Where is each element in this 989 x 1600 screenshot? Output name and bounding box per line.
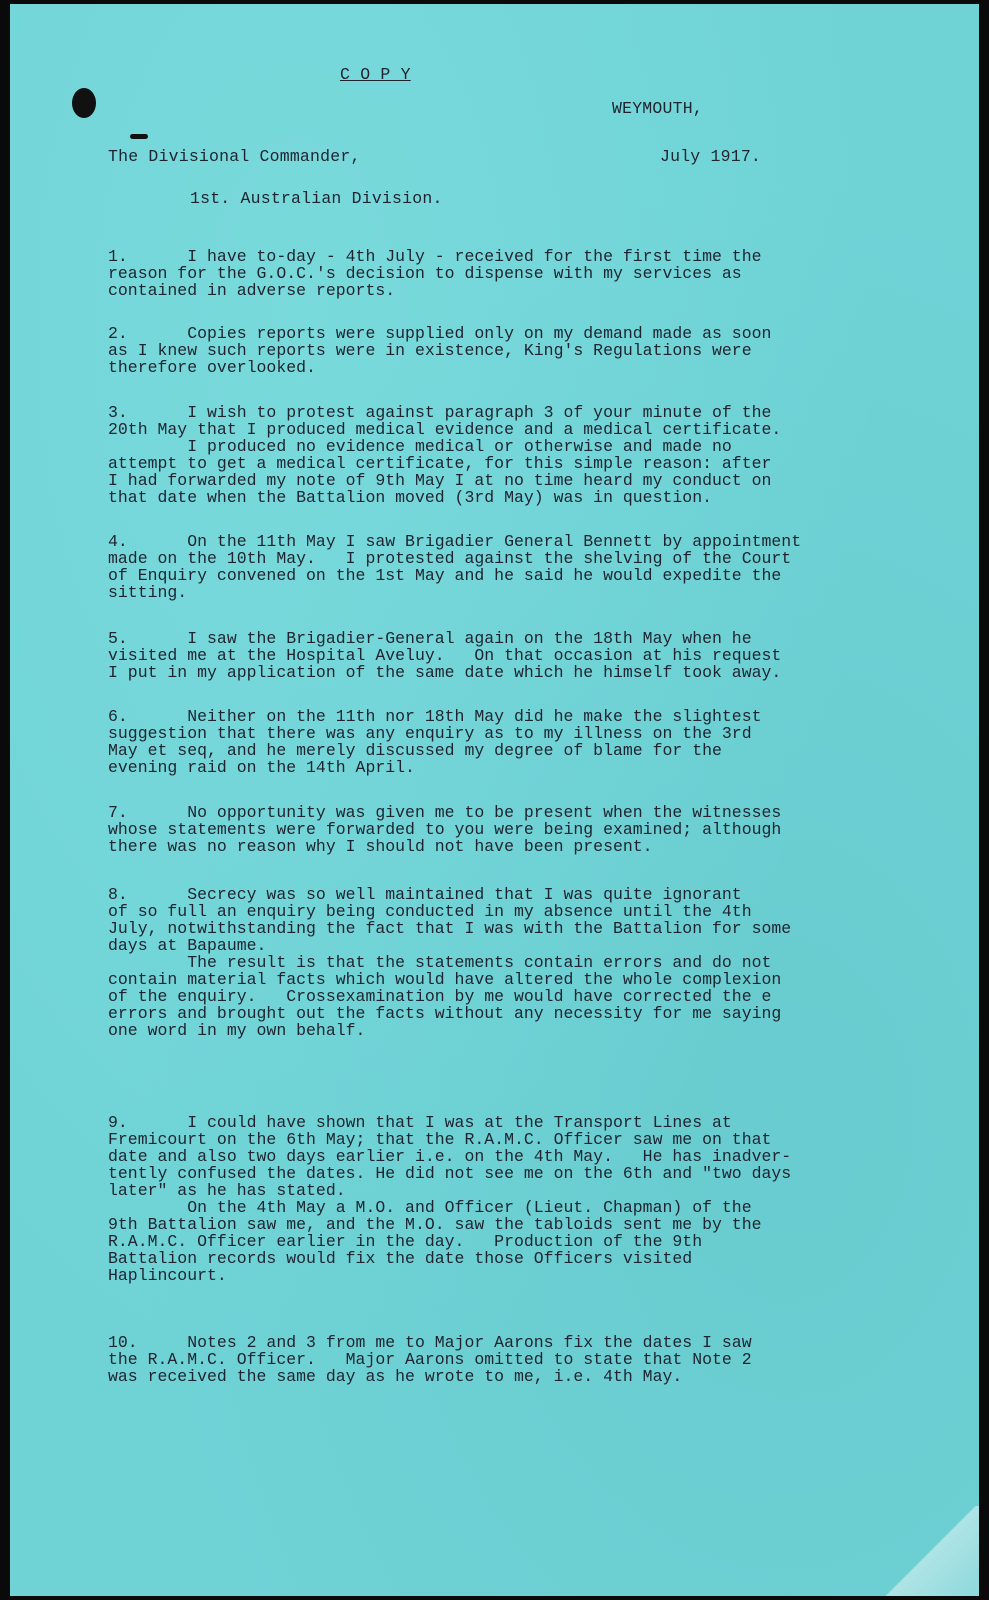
text-line: made on the 10th May. I protested against the shelving of the Court <box>108 549 792 568</box>
text-line: 3. I wish to protest against paragraph 3 of your minute of the <box>108 403 772 422</box>
paragraph-8 <box>108 886 791 1039</box>
text-line: Haplincourt. <box>108 1266 227 1285</box>
text-line: one word in my own behalf. <box>108 1021 366 1040</box>
text-line: The result is that the statements contain errors and do not <box>108 953 772 972</box>
page-corner-fold <box>859 1506 979 1596</box>
text-line: 4. On the 11th May I saw Brigadier General Bennett by appointment <box>108 532 802 551</box>
paragraph-2 <box>108 325 771 376</box>
text-line: there was no reason why I should not have been present. <box>108 837 653 856</box>
text-line: 1. I have to-day - 4th July - received for the first time the <box>108 247 762 266</box>
text-line: contain material facts which would have altered the whole complexion <box>108 970 782 989</box>
address-line-1: The Divisional Commander, <box>108 147 361 166</box>
text-line: suggestion that there was any enquiry as to my illness on the 3rd <box>108 724 752 743</box>
text-line: 2. Copies reports were supplied only on my demand made as soon <box>108 324 772 343</box>
text-line: of so full an enquiry being conducted in my absence until the 4th <box>108 902 752 921</box>
text-line: sitting. <box>108 583 188 602</box>
paragraph-4 <box>108 533 801 601</box>
text-line: 10. Notes 2 and 3 from me to Major Aarons fix the dates I saw <box>108 1333 752 1352</box>
paragraph-9 <box>108 1114 791 1284</box>
text-line: 9. I could have shown that I was at the Transport Lines at <box>108 1113 732 1132</box>
text-line: date and also two days earlier i.e. on the 4th May. He has inadver- <box>108 1147 792 1166</box>
document-page <box>10 4 979 1596</box>
text-line: of the enquiry. Crossexamination by me would have corrected the e <box>108 987 772 1006</box>
date-line: July 1917. <box>660 147 762 166</box>
text-line: days at Bapaume. <box>108 936 267 955</box>
text-line: I had forwarded my note of 9th May I at no time heard my conduct on <box>108 471 772 490</box>
text-line: 7. No opportunity was given me to be present when the witnesses <box>108 803 782 822</box>
text-line: that date when the Battalion moved (3rd May) was in question. <box>108 488 712 507</box>
text-line: visited me at the Hospital Aveluy. On that occasion at his request <box>108 646 782 665</box>
text-line: the R.A.M.C. Officer. Major Aarons omitted to state that Note 2 <box>108 1350 752 1369</box>
text-line: tently confused the dates. He did not see me on the 6th and "two days <box>108 1164 792 1183</box>
text-line: therefore overlooked. <box>108 358 316 377</box>
address-line-2: 1st. Australian Division. <box>190 189 443 208</box>
text-line: 8. Secrecy was so well maintained that I was quite ignorant <box>108 885 742 904</box>
copy-mark: C O P Y <box>340 65 411 84</box>
place-line: WEYMOUTH, <box>612 99 703 118</box>
paragraph-1 <box>108 248 762 299</box>
text-line: was received the same day as he wrote to me, i.e. 4th May. <box>108 1367 683 1386</box>
ink-speck <box>130 134 148 139</box>
text-line: evening raid on the 14th April. <box>108 758 415 777</box>
text-line: I produced no evidence medical or otherwise and made no <box>108 437 732 456</box>
text-line: reason for the G.O.C.'s decision to dispense with my services as <box>108 264 742 283</box>
text-line: whose statements were forwarded to you were being examined; although <box>108 820 782 839</box>
text-line: contained in adverse reports. <box>108 281 396 300</box>
text-line: R.A.M.C. Officer earlier in the day. Production of the 9th <box>108 1232 703 1251</box>
text-line: 20th May that I produced medical evidence and a medical certificate. <box>108 420 782 439</box>
text-line: of Enquiry convened on the 1st May and he said he would expedite the <box>108 566 782 585</box>
text-line: errors and brought out the facts without any necessity for me saying <box>108 1004 782 1023</box>
text-line: July, notwithstanding the fact that I was with the Battalion for some <box>108 919 792 938</box>
paragraph-10 <box>108 1334 752 1385</box>
text-line: On the 4th May a M.O. and Officer (Lieut. Chapman) of the <box>108 1198 752 1217</box>
paragraph-5 <box>108 630 781 681</box>
text-line: later" as he has stated. <box>108 1181 346 1200</box>
text-line: I put in my application of the same date which he himself took away. <box>108 663 782 682</box>
text-line: as I knew such reports were in existence, King's Regulations were <box>108 341 752 360</box>
text-line: 6. Neither on the 11th nor 18th May did he make the slightest <box>108 707 762 726</box>
paragraph-7 <box>108 804 781 855</box>
paragraph-3 <box>108 404 781 506</box>
ink-blot <box>72 88 96 118</box>
text-line: May et seq, and he merely discussed my degree of blame for the <box>108 741 722 760</box>
text-line: attempt to get a medical certificate, for this simple reason: after <box>108 454 772 473</box>
text-line: Battalion records would fix the date those Officers visited <box>108 1249 693 1268</box>
paragraph-6 <box>108 708 762 776</box>
text-line: Fremicourt on the 6th May; that the R.A.M.C. Officer saw me on that <box>108 1130 772 1149</box>
text-line: 9th Battalion saw me, and the M.O. saw the tabloids sent me by the <box>108 1215 762 1234</box>
text-line: 5. I saw the Brigadier-General again on the 18th May when he <box>108 629 752 648</box>
